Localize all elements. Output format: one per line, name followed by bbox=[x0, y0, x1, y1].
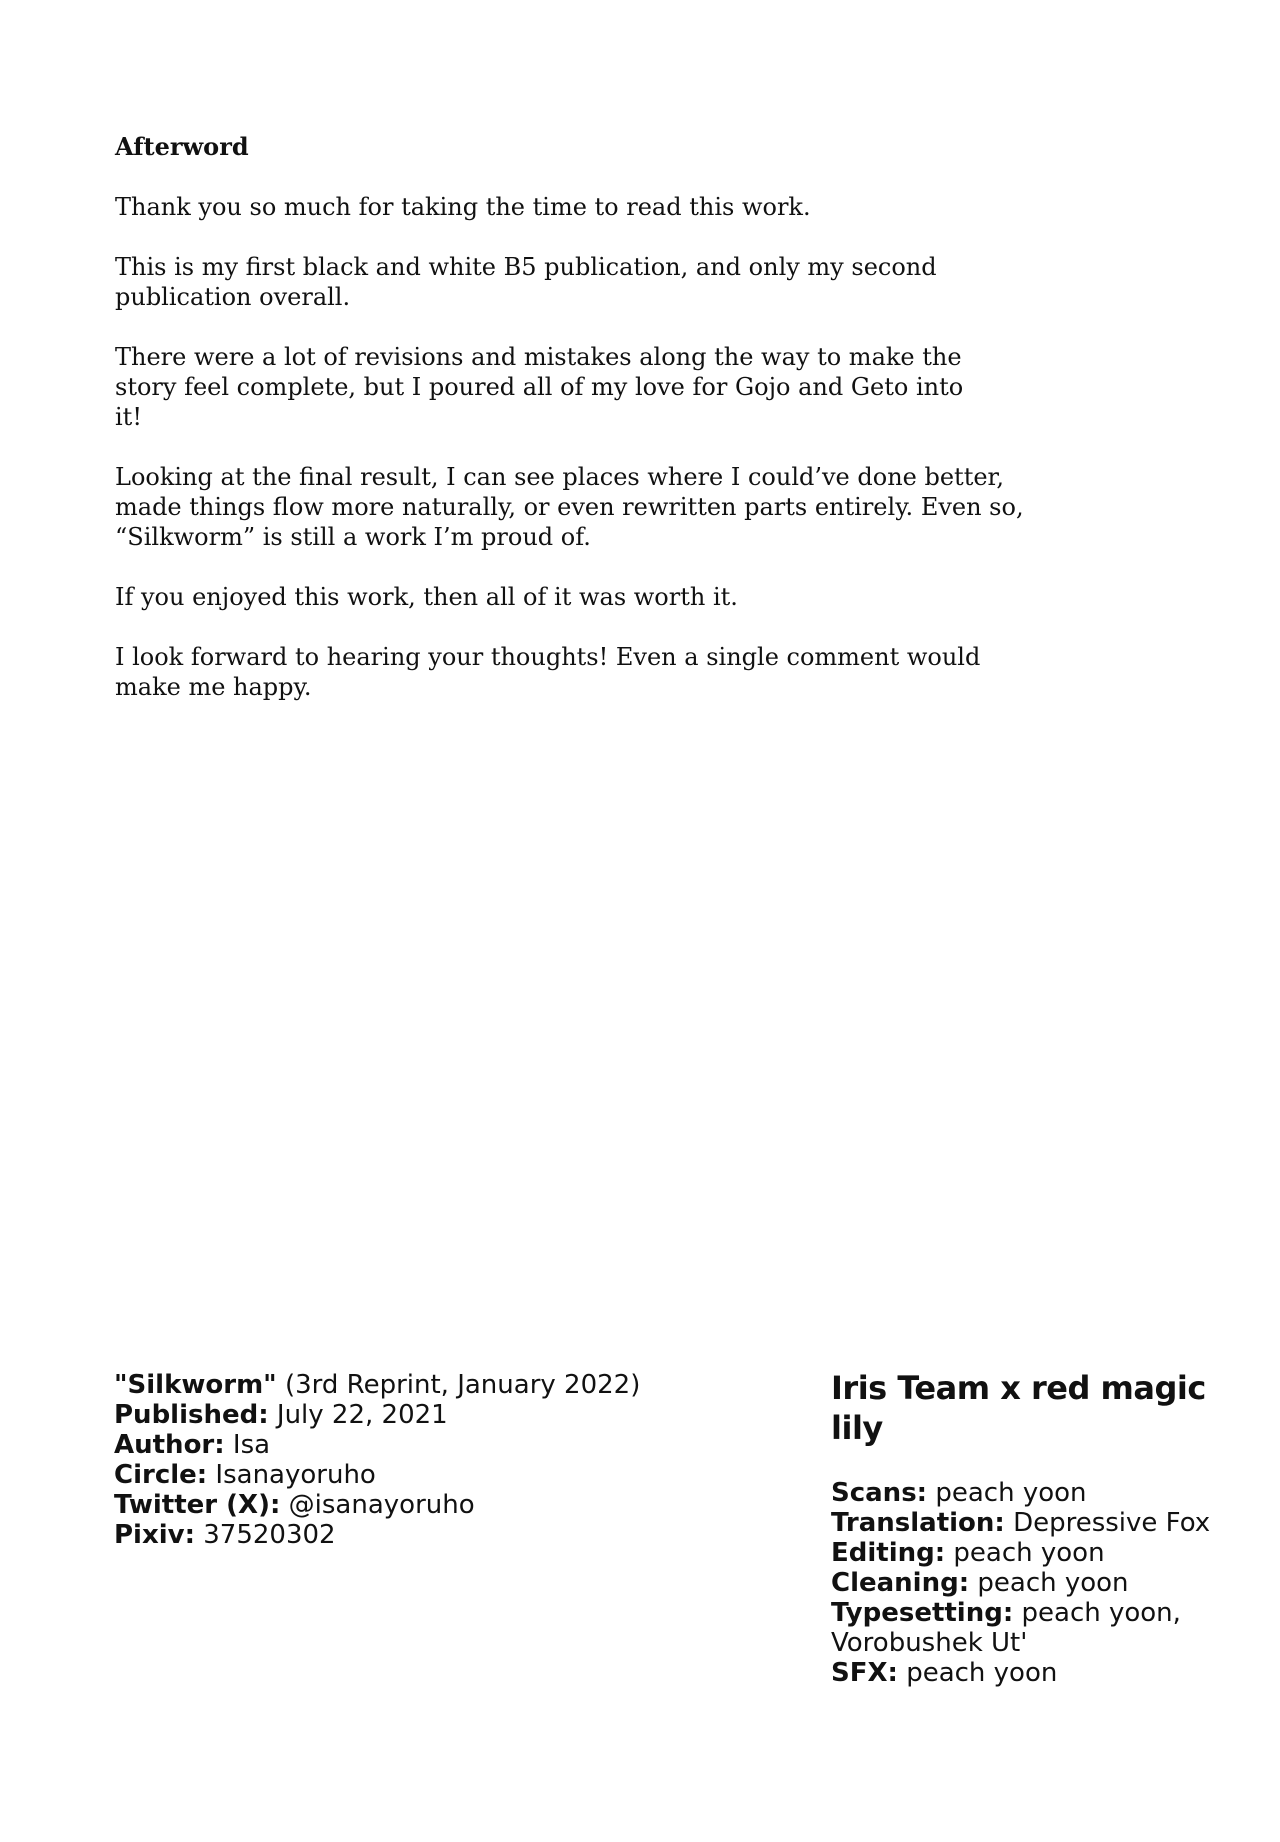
afterword-paragraph-5: If you enjoyed this work, then all of it was worth it. bbox=[115, 583, 738, 611]
translation-value: Depressive Fox bbox=[1004, 1508, 1211, 1538]
afterword-paragraph-1: Thank you so much for taking the time to read this work. bbox=[115, 193, 811, 221]
publication-info bbox=[114, 1370, 640, 1550]
editing-label: Editing: bbox=[831, 1538, 946, 1568]
afterword-paragraph-2: This is my first black and white B5 publication, and only my second publication overall. bbox=[115, 253, 937, 311]
typesetting-line bbox=[831, 1598, 1191, 1658]
published-value: July 22, 2021 bbox=[268, 1400, 448, 1430]
editing-value: peach yoon bbox=[945, 1538, 1105, 1568]
circle-value: Isanayoruho bbox=[207, 1460, 376, 1490]
cleaning-label: Cleaning: bbox=[831, 1568, 970, 1598]
publication-title: "Silkworm" bbox=[114, 1370, 277, 1400]
pixiv-line bbox=[114, 1520, 640, 1550]
translation-line bbox=[831, 1508, 1251, 1538]
author-value: Isa bbox=[224, 1430, 271, 1460]
publication-edition: (3rd Reprint, January 2022) bbox=[276, 1370, 641, 1400]
afterword-paragraph-3: There were a lot of revisions and mistakes along the way to make the story feel complete, but I poured all of my love for Gojo and Geto into it! bbox=[115, 343, 964, 431]
twitter-line bbox=[114, 1490, 640, 1520]
author-line bbox=[114, 1430, 640, 1460]
sfx-value: peach yoon bbox=[897, 1658, 1058, 1688]
team-name: Iris Team x red magic lily bbox=[831, 1369, 1206, 1447]
afterword-title: Afterword bbox=[115, 132, 249, 161]
publication-title-line bbox=[114, 1370, 640, 1400]
typesetting-label: Typesetting: bbox=[831, 1598, 1014, 1628]
sfx-line bbox=[831, 1658, 1251, 1688]
pixiv-label: Pixiv: bbox=[114, 1520, 195, 1550]
circle-line bbox=[114, 1460, 640, 1490]
twitter-label: Twitter (X): bbox=[114, 1490, 281, 1520]
author-label: Author: bbox=[114, 1430, 225, 1460]
circle-label: Circle: bbox=[114, 1460, 208, 1490]
twitter-value: @isanayoruho bbox=[280, 1490, 475, 1520]
scans-label: Scans: bbox=[831, 1478, 928, 1508]
scanlation-credits bbox=[831, 1368, 1251, 1688]
translation-label: Translation: bbox=[831, 1508, 1005, 1538]
published-line bbox=[114, 1400, 640, 1430]
cleaning-value: peach yoon bbox=[969, 1568, 1129, 1598]
cleaning-line bbox=[831, 1568, 1251, 1598]
scans-line bbox=[831, 1478, 1251, 1508]
pixiv-value: 37520302 bbox=[195, 1520, 336, 1550]
sfx-label: SFX: bbox=[831, 1658, 898, 1688]
afterword-paragraph-6: I look forward to hearing your thoughts! Even a single comment would make me happy. bbox=[115, 643, 981, 701]
scans-value: peach yoon bbox=[927, 1478, 1087, 1508]
afterword-paragraph-4: Looking at the final result, I can see places where I could’ve done better, made things flow more naturally, or even rewritten parts entirely. Even so, “Silkworm” is still a work I’m proud of. bbox=[115, 463, 1024, 551]
published-label: Published: bbox=[114, 1400, 269, 1430]
editing-line bbox=[831, 1538, 1251, 1568]
afterword-section bbox=[115, 132, 1075, 732]
typesetting-value: peach yoon, Vorobushek Ut' bbox=[831, 1598, 1181, 1658]
